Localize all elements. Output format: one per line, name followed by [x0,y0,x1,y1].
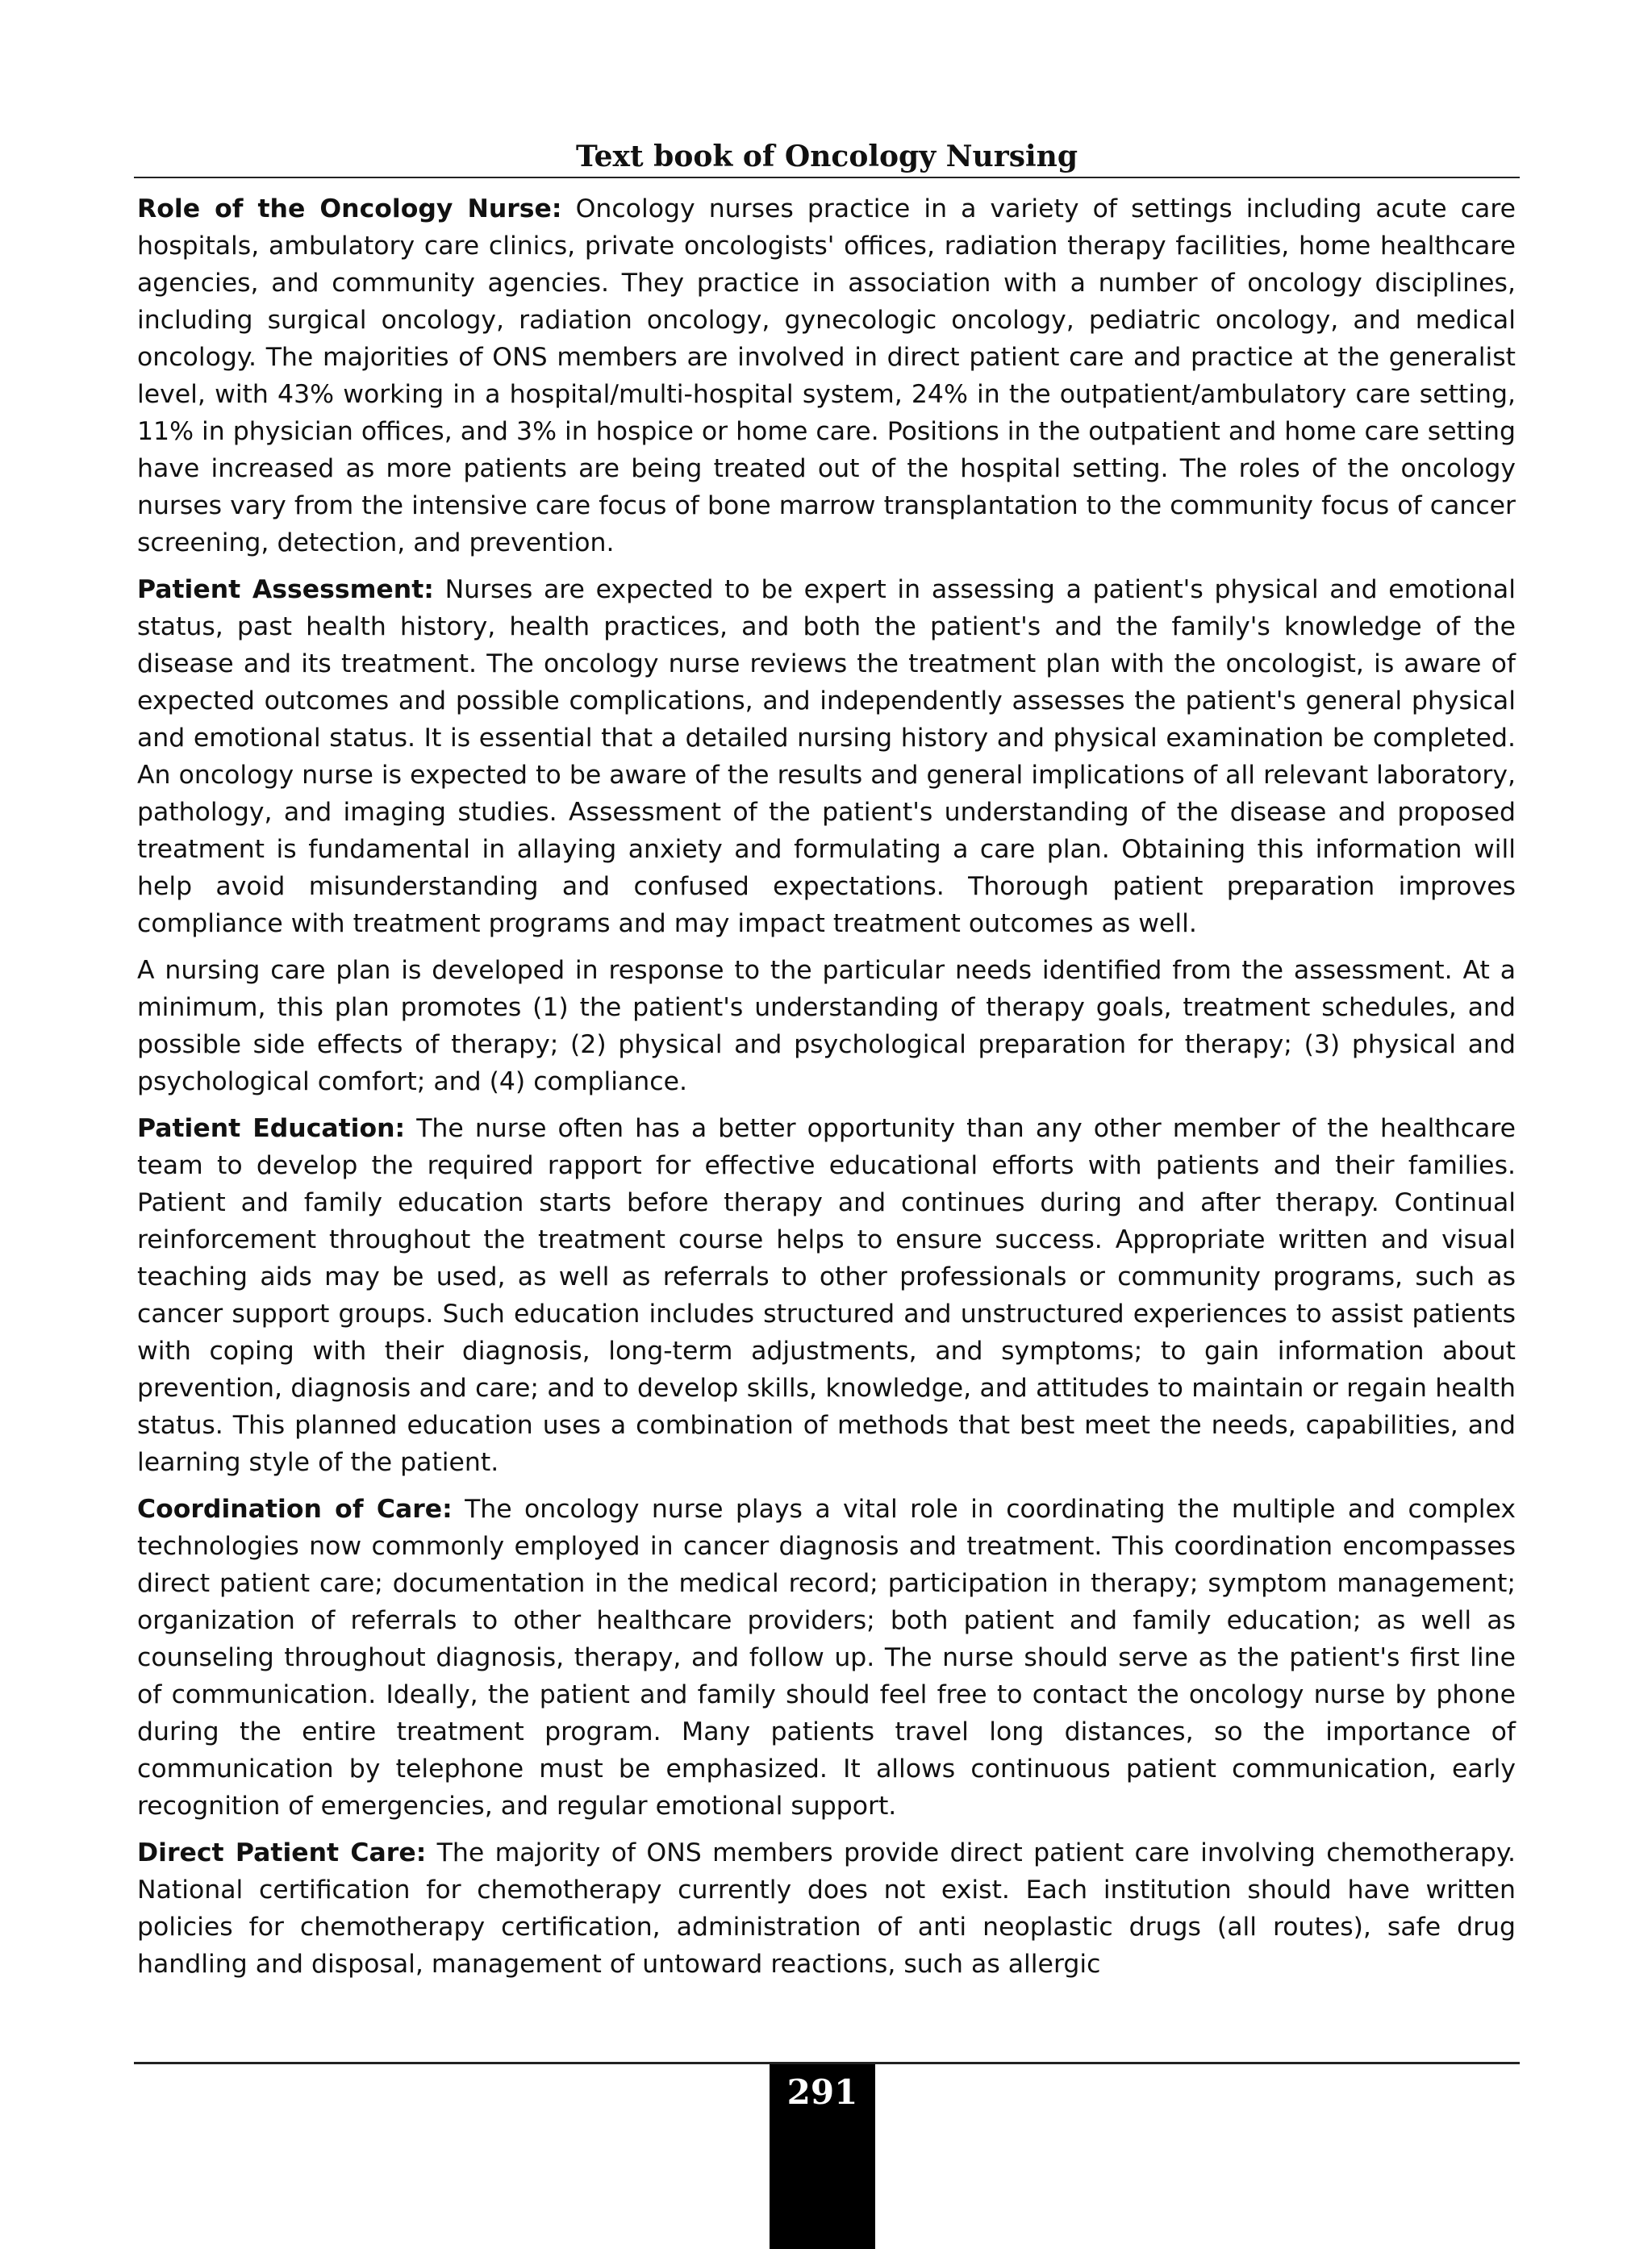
paragraph-heading: Direct Patient Care: [137,1838,427,1867]
paragraph-text: The oncology nurse plays a vital role in coordinating the multiple and complex technologies now commonly employed in cancer diagnosis and treatment. This coordination encompasses direct patient care; documentation in the medical record; participation in therapy; symptom management; organization of referrals to other healthcare providers; both patient and family education; as well as counseling throughout diagnosis, therapy, and follow up. The nurse should serve as the patient's first line of communication. Ideally, the patient and family should feel free to contact the oncology nurse by phone during the entire treatment program. Many patients travel long distances, so the importance of communication by telephone must be emphasized. It allows continuous patient communication, early recognition of emergencies, and regular emotional support. [137,1495,1516,1821]
paragraph-care-plan [137,952,1516,1100]
paragraph-heading: Patient Education: [137,1114,406,1143]
paragraph-text: The majority of ONS members provide direct patient care involving chemotherapy. National certification for chemotherapy currently does not exist. Each institution should have written policies for chemotherapy certification, administration of anti neoplastic drugs (all routes), safe drug handling and disposal, management of untoward reactions, such as allergic [137,1838,1516,1979]
body-text [137,190,1516,1992]
page-number: 291 [786,2072,858,2112]
paragraph-coordination-of-care [137,1491,1516,1825]
paragraph-heading: Patient Assessment: [137,575,434,604]
paragraph-text: The nurse often has a better opportunity than any other member of the healthcare team to develop the required rapport for effective educational efforts with patients and their families. Patient and family education starts before therapy and continues during and after therapy. Continual reinforcement throughout the treatment course helps to ensure success. Appropriate written and visual teaching aids may be used, as well as referrals to other professionals or community programs, such as cancer support groups. Such education includes structured and unstructured experiences to assist patients with coping with their diagnosis, long-term adjustments, and symptoms; to gain information about prevention, diagnosis and care; and to develop skills, knowledge, and attitudes to maintain or regain health status. This planned education uses a combination of methods that best meet the needs, capabilities, and learning style of the patient. [137,1114,1516,1477]
paragraph-heading: Role of the Oncology Nurse: [137,194,562,223]
paragraph-patient-education [137,1110,1516,1481]
paragraph-text: A nursing care plan is developed in response to the particular needs identified from the assessment. At a minimum, this plan promotes (1) the patient's understanding of therapy goals, treatment schedules, and possible side effects of therapy; (2) physical and psychological preparation for therapy; (3) physical and psychological comfort; and (4) compliance. [137,956,1516,1096]
header-divider [134,177,1520,178]
paragraph-text: Oncology nurses practice in a variety of settings including acute care hospitals, ambulatory care clinics, private oncologists' offices, radiation therapy facilities, home healthcare agencies, and community agencies. They practice in association with a number of oncology disciplines, including surgical oncology, radiation oncology, gynecologic oncology, pediatric oncology, and medical oncology. The majorities of ONS members are involved in direct patient care and practice at the generalist level, with 43% working in a hospital/multi-hospital system, 24% in the outpatient/ambulatory care setting, 11% in physician offices, and 3% in hospice or home care. Positions in the outpatient and home care setting have increased as more patients are being treated out of the hospital setting. The roles of the oncology nurses vary from the intensive care focus of bone marrow transplantation to the community focus of cancer screening, detection, and prevention. [137,194,1516,557]
paragraph-role-of-nurse [137,190,1516,561]
paragraph-direct-patient-care [137,1834,1516,1983]
running-header: Text book of Oncology Nursing [575,140,1078,173]
paragraph-heading: Coordination of Care: [137,1495,453,1524]
paragraph-patient-assessment [137,571,1516,942]
paragraph-text: Nurses are expected to be expert in assessing a patient's physical and emotional status, past health history, health practices, and both the patient's and the family's knowledge of the disease and its treatment. The oncology nurse reviews the treatment plan with the oncologist, is aware of expected outcomes and possible complications, and independently assesses the patient's general physical and emotional status. It is essential that a detailed nursing history and physical examination be completed. An oncology nurse is expected to be aware of the results and general implications of all relevant laboratory, pathology, and imaging studies. Assessment of the patient's understanding of the disease and proposed treatment is fundamental in allaying anxiety and formulating a care plan. Obtaining this information will help avoid misunderstanding and confused expectations. Thorough patient preparation improves compliance with treatment programs and may impact treatment outcomes as well. [137,575,1516,938]
